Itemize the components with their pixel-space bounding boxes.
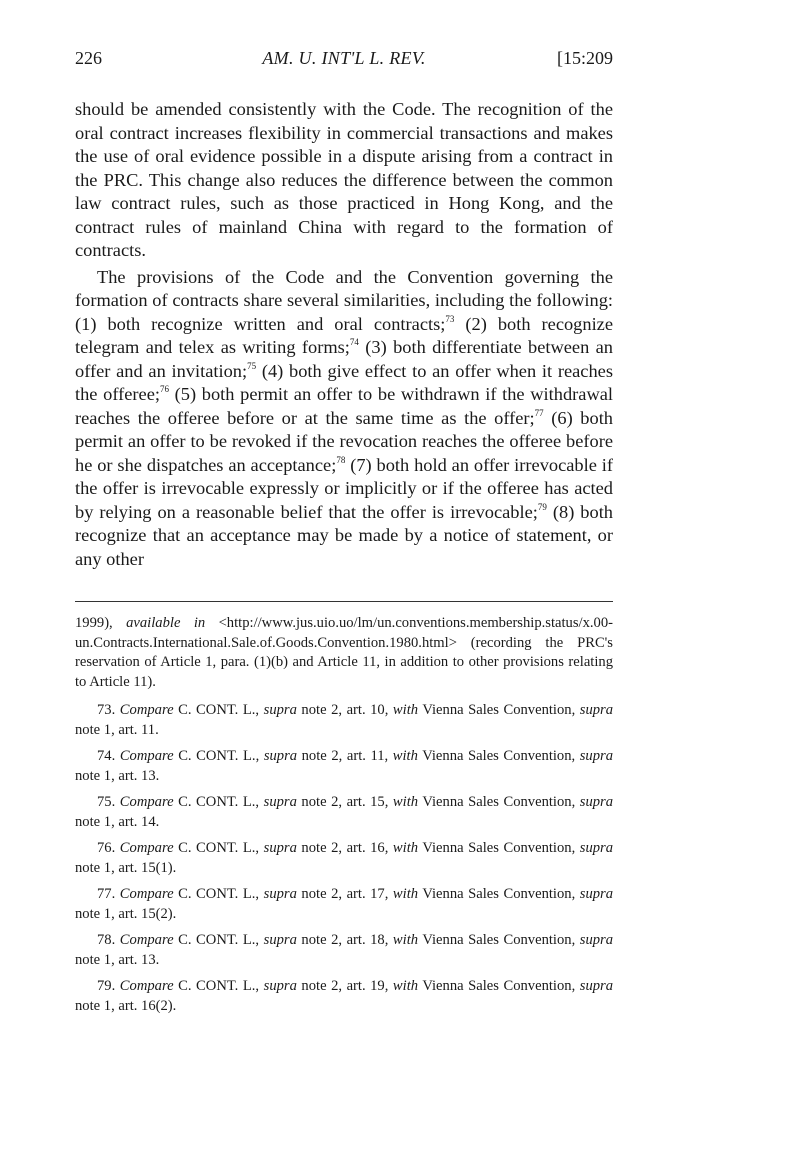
- footnote-number: 73.: [97, 702, 116, 718]
- signal-with: with: [392, 978, 419, 994]
- paragraph-2: [75, 266, 613, 572]
- footnote-text: Vienna Sales Convention,: [417, 748, 580, 764]
- footnote-text: note 2, art. 10,: [296, 702, 393, 718]
- footnote-text: Vienna Sales Convention,: [418, 702, 580, 718]
- footnote-divider: [75, 601, 613, 602]
- footnote-text: note 1, art. 15(1).: [75, 859, 177, 876]
- footnote-text: Vienna Sales Convention,: [418, 794, 580, 810]
- footnote-text: note 2, art. 11,: [297, 748, 393, 764]
- paragraph-2-part: (3) both differentiate between an offer and an invitation;: [75, 337, 614, 381]
- signal-supra: supra: [579, 932, 614, 948]
- footnote-text: note 2, art. 18,: [296, 932, 393, 948]
- footnote-number: 76.: [97, 840, 116, 856]
- footnote-text: note 2, art. 16,: [296, 840, 393, 856]
- volume-citation: [15:209: [557, 48, 613, 68]
- footnote-text: note 1, art. 13.: [75, 951, 160, 968]
- signal-with: with: [392, 748, 418, 764]
- footnote-ref-78[interactable]: 78: [336, 454, 346, 465]
- footnote-text: <http://www.jus.uio.uo/lm/un.conventions.membership.status/x.00-un.Contracts.International.Sale.of.Goods.Convention.1980.html> (recording the PRC's reservation of Article 1, para. (1)(b) and Article 11, in addition to other provisions relating to Article 11).: [75, 615, 613, 690]
- footnote-text: Vienna Sales Convention,: [418, 840, 580, 856]
- signal-with: with: [392, 840, 419, 856]
- footnote-ref-77[interactable]: 77: [534, 407, 544, 418]
- signal-supra: supra: [263, 978, 297, 994]
- source-name: C. CONT. L.,: [178, 748, 260, 764]
- footnote-number: 77.: [97, 886, 116, 902]
- paragraph-2-part: (7) both hold an offer irrevocable if the offer is irrevocable expressly or implicitly or if the offeree has acted by relying on a reasonable belief that the offer is irrevocable;: [75, 454, 613, 522]
- footnote-text: note 1, art. 13.: [75, 767, 160, 784]
- journal-title-intl: INT'L L.: [321, 48, 385, 68]
- source-name: C. CONT. L.,: [178, 840, 260, 856]
- footnote-ref-74[interactable]: 74: [349, 337, 359, 347]
- footnotes: [75, 614, 613, 1016]
- signal-supra: supra: [263, 702, 297, 718]
- footnote-number: 79.: [97, 978, 116, 994]
- signal-compare: Compare: [119, 978, 174, 994]
- footnote-75: [75, 793, 613, 832]
- paragraph-2-part: (5) both permit an offer to be withdrawn if the withdrawal reaches the offeree before or at the same time as the offer;: [75, 384, 613, 428]
- signal-supra: supra: [263, 794, 297, 810]
- footnote-ref-75[interactable]: 75: [247, 360, 257, 371]
- signal-supra: supra: [579, 886, 614, 902]
- footnote-ref-73[interactable]: 73: [445, 313, 455, 324]
- footnote-text: note 2, art. 17,: [296, 886, 393, 902]
- signal-supra: supra: [579, 840, 614, 856]
- signal-supra: supra: [579, 702, 614, 718]
- signal-supra: supra: [579, 748, 613, 764]
- signal-compare: Compare: [119, 840, 174, 856]
- signal-compare: Compare: [119, 702, 174, 718]
- journal-title: [75, 48, 613, 69]
- footnote-73: [75, 701, 613, 740]
- signal-compare: Compare: [119, 794, 174, 810]
- paragraph-2-part: (4) both give effect to an offer when it reaches the offeree;: [75, 360, 613, 404]
- footnote-text: note 1, art. 16(2).: [75, 997, 177, 1014]
- source-name: C. CONT. L.,: [178, 702, 260, 718]
- source-name: C. CONT. L.,: [178, 886, 260, 902]
- journal-title-rev: REV.: [389, 48, 426, 68]
- footnote-text: note 1, art. 15(2).: [75, 905, 177, 922]
- signal-with: with: [392, 932, 419, 948]
- footnote-74: [75, 747, 613, 786]
- signal-with: with: [392, 794, 419, 810]
- signal-supra: supra: [263, 840, 297, 856]
- signal-compare: Compare: [119, 932, 174, 948]
- signal-supra: supra: [263, 748, 298, 764]
- footnote-continuation: [75, 614, 613, 692]
- page-number: 226: [75, 48, 102, 68]
- footnote-text: Vienna Sales Convention,: [418, 886, 580, 902]
- signal-supra: supra: [579, 978, 614, 994]
- source-name: C. CONT. L.,: [178, 932, 260, 948]
- signal-compare: Compare: [119, 748, 174, 764]
- footnote-ref-79[interactable]: 79: [537, 501, 547, 512]
- running-header: [75, 48, 613, 76]
- footnote-text: Vienna Sales Convention,: [418, 978, 580, 994]
- footnote-79: [75, 977, 613, 1016]
- paragraph-2-part: (8) both recognize that an acceptance may be made by a notice of statement, or any other: [75, 501, 613, 569]
- footnote-number: 74.: [97, 748, 116, 764]
- source-name: C. CONT. L.,: [178, 794, 260, 810]
- page: [75, 48, 613, 1023]
- signal-supra: supra: [263, 932, 297, 948]
- paragraph-2-part: (2) both recognize telegram and telex as writing forms;: [75, 313, 614, 357]
- footnote-text: note 1, art. 11.: [75, 721, 159, 738]
- paragraph-1: should be amended consistently with the Code. The recognition of the oral contract increases flexibility in commercial transactions and makes the use of oral evidence possible in a dispute arising from a contract in the PRC. This change also reduces the difference between the common law contract rules, such as those practiced in Hong Kong, and the contract rules of mainland China with regard to the formation of contracts.: [75, 99, 613, 260]
- footnote-text: note 1, art. 14.: [75, 813, 160, 830]
- footnote-number: 78.: [97, 932, 116, 948]
- paragraph-2-part: (6) both permit an offer to be revoked if the revocation reaches the offeree before he or she dispatches an acceptance;: [75, 407, 614, 475]
- signal-with: with: [392, 886, 419, 902]
- footnote-text: Vienna Sales Convention,: [418, 932, 580, 948]
- signal-compare: Compare: [119, 886, 174, 902]
- signal-supra: supra: [579, 794, 614, 810]
- journal-title-am: AM. U.: [262, 48, 317, 68]
- main-text: [75, 98, 613, 571]
- footnote-text: note 2, art. 19,: [296, 978, 393, 994]
- footnote-text: note 2, art. 15,: [296, 794, 393, 810]
- footnote-text: 1999),: [75, 615, 127, 631]
- footnote-78: [75, 931, 613, 970]
- signal-available-in: available in: [126, 615, 206, 631]
- footnote-number: 75.: [97, 794, 116, 810]
- footnote-76: [75, 839, 613, 878]
- paragraph-2-part: The provisions of the Code and the Convention governing the formation of contracts share several similarities, including the following: (1) both recognize written and oral contracts;: [75, 266, 613, 334]
- footnote-77: [75, 885, 613, 924]
- footnote-ref-76[interactable]: 76: [159, 384, 169, 394]
- signal-supra: supra: [263, 886, 297, 902]
- source-name: C. CONT. L.,: [178, 978, 260, 994]
- signal-with: with: [392, 702, 419, 718]
